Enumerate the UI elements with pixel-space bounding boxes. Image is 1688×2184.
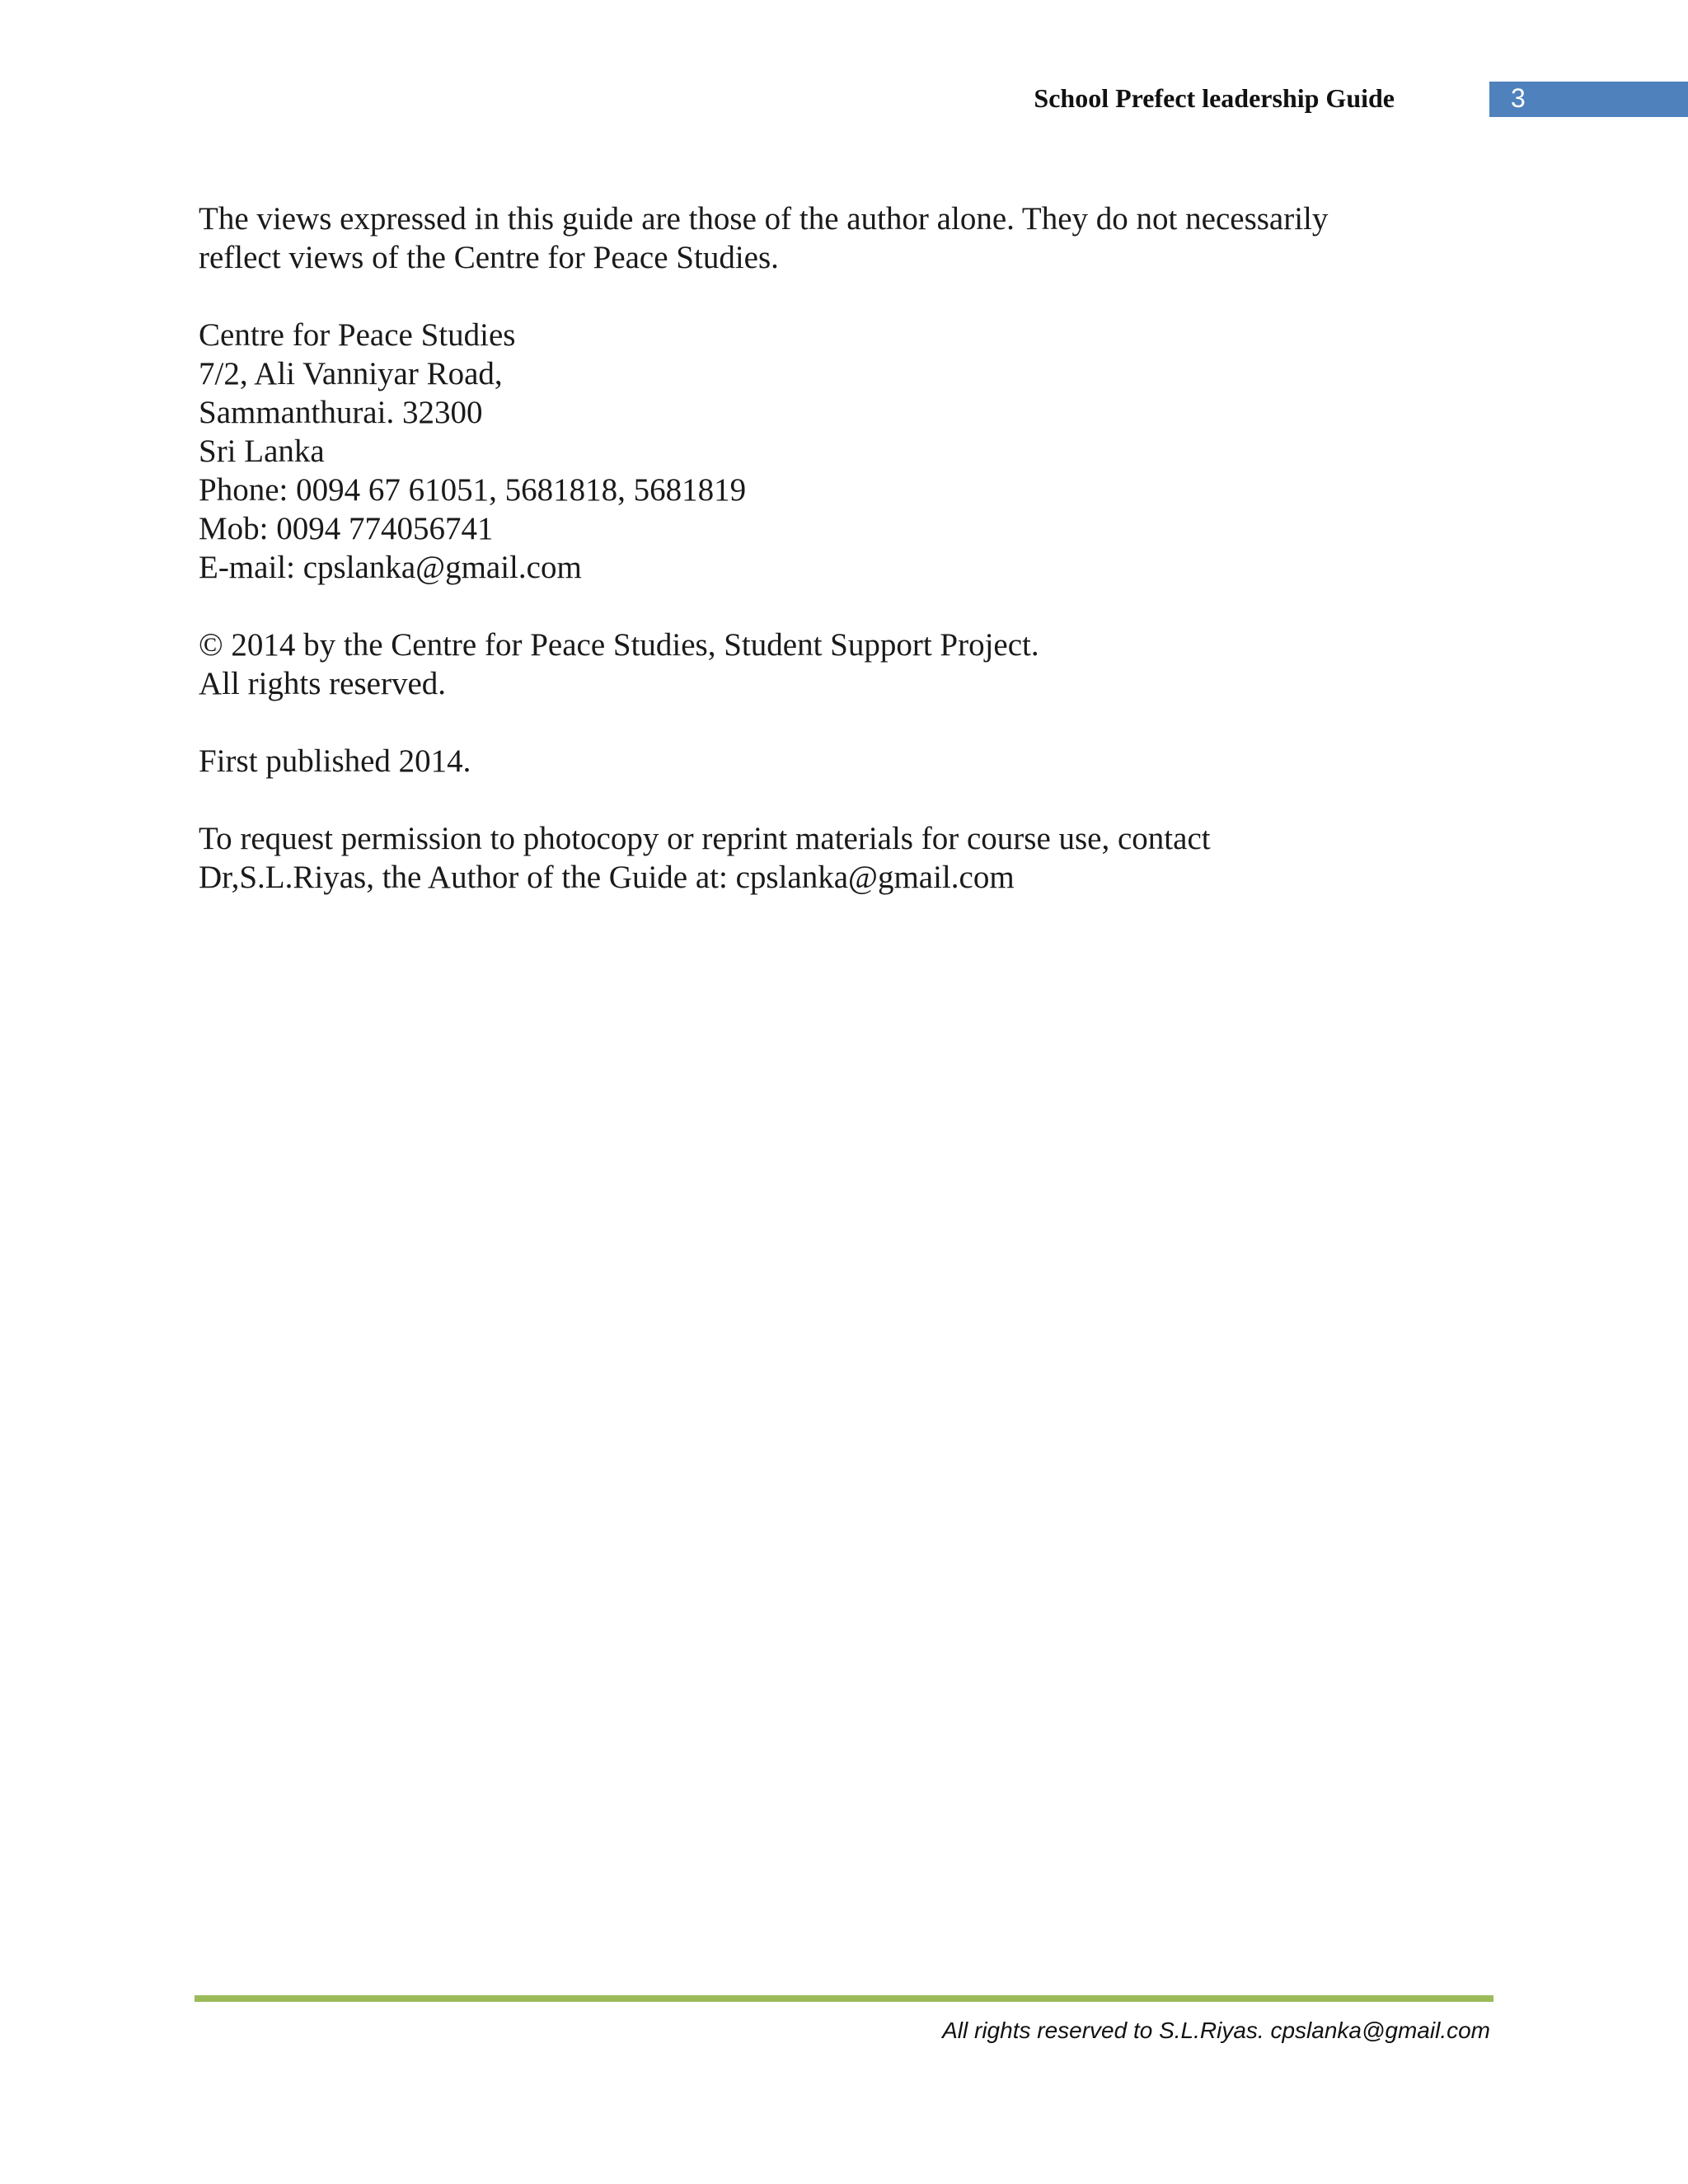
address-mobile: Mob: 0094 774056741 [199, 511, 494, 546]
disclaimer-paragraph [199, 199, 1501, 277]
rights-line: All rights reserved. [199, 666, 447, 701]
header-title: School Prefect leadership Guide [1034, 83, 1395, 113]
page-number-box [1489, 82, 1688, 117]
address-country: Sri Lanka [199, 434, 325, 469]
permission-line: To request permission to photocopy or reprint materials for course use, contact [199, 821, 1211, 856]
page-number: 3 [1511, 83, 1526, 113]
footer-text: All rights reserved to S.L.Riyas. cpslanka@gmail.com [942, 2018, 1490, 2043]
footer-divider [195, 1995, 1493, 2002]
permission-line: Dr,S.L.Riyas, the Author of the Guide at: cpslanka@gmail.com [199, 860, 1015, 895]
first-published-paragraph [199, 742, 1501, 780]
address-street: 7/2, Ali Vanniyar Road, [199, 356, 503, 391]
disclaimer-line: The views expressed in this guide are those of the author alone. They do not necessarily [199, 201, 1329, 237]
copyright-paragraph [199, 626, 1501, 703]
permission-paragraph [199, 819, 1501, 897]
body-text [199, 199, 1501, 935]
first-published-line: First published 2014. [199, 743, 471, 779]
address-city: Sammanthurai. 32300 [199, 395, 483, 430]
address-email: E-mail: cpslanka@gmail.com [199, 550, 582, 585]
copyright-line: © 2014 by the Centre for Peace Studies, Student Support Project. [199, 627, 1039, 663]
disclaimer-line: reflect views of the Centre for Peace Studies. [199, 240, 779, 275]
address-block [199, 316, 1501, 587]
address-organization: Centre for Peace Studies [199, 317, 516, 353]
address-phone: Phone: 0094 67 61051, 5681818, 5681819 [199, 472, 747, 508]
